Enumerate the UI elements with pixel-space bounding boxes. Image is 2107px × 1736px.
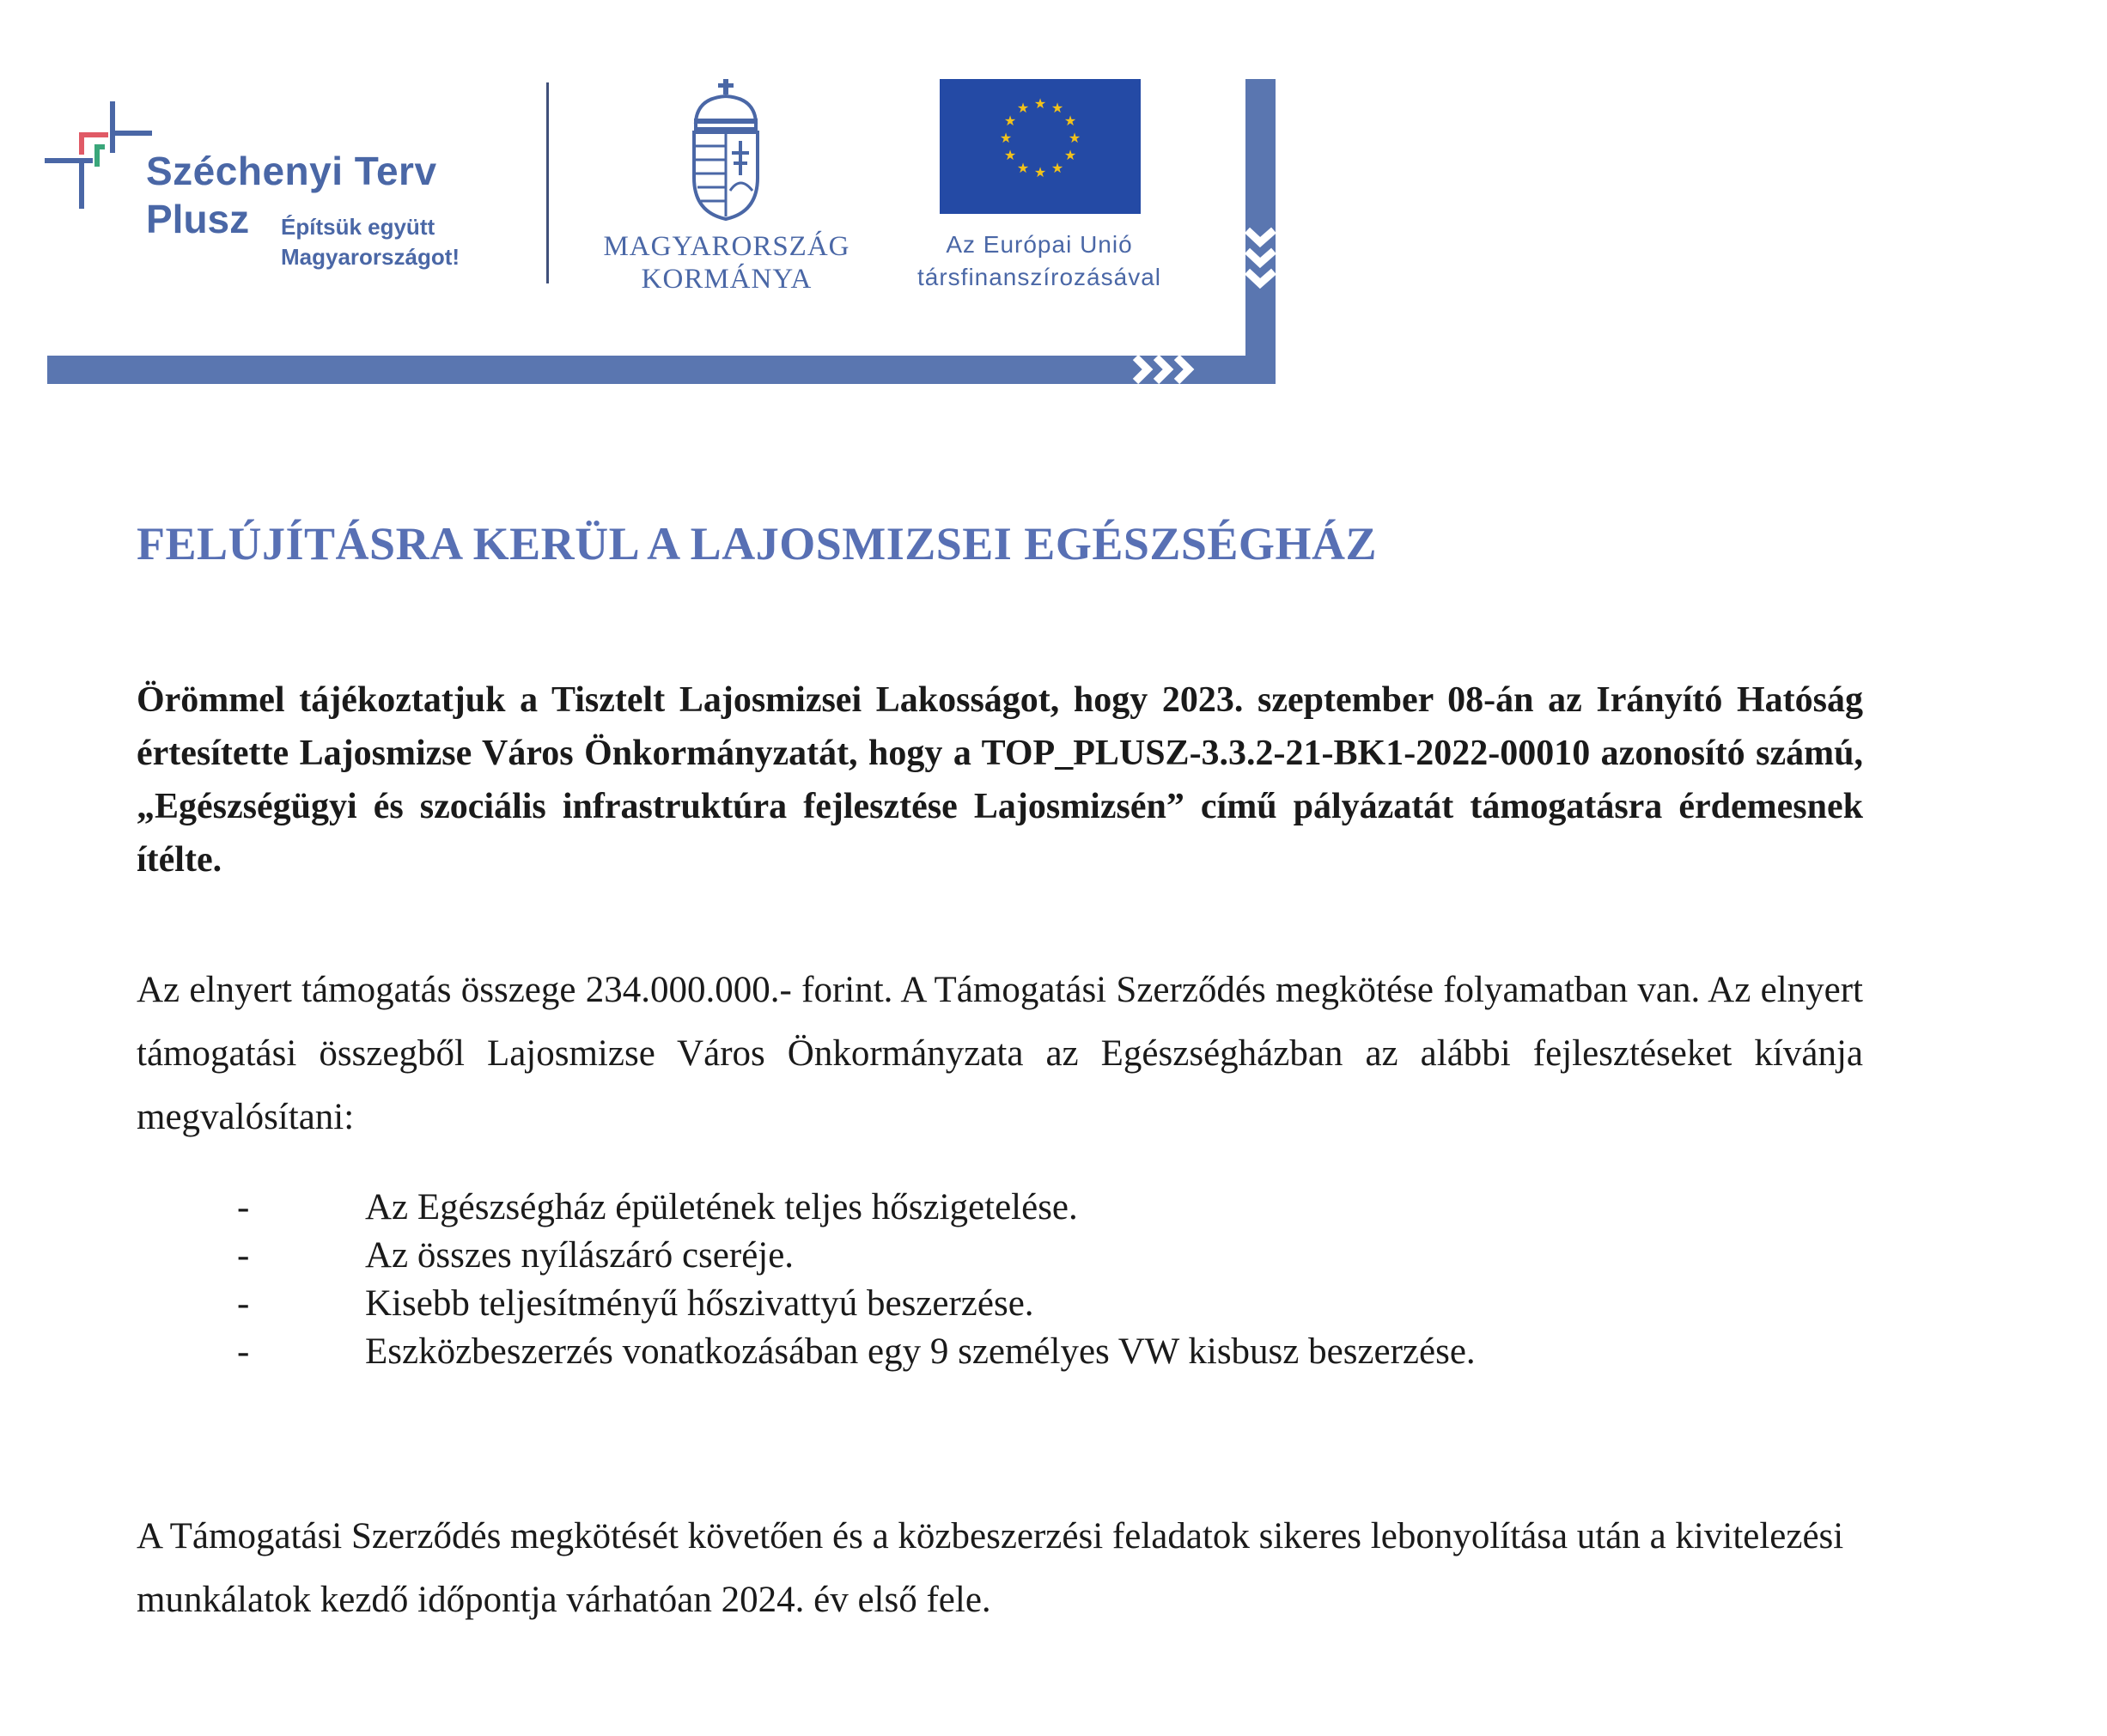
svg-text:★: ★ <box>1050 100 1064 116</box>
svg-text:★: ★ <box>1033 95 1047 112</box>
government-line-2: KORMÁNYA <box>641 264 813 295</box>
list-item-text: Az Egészségház épületének teljes hőszigetelése. <box>365 1187 1078 1227</box>
svg-text:★: ★ <box>1016 100 1030 116</box>
schedule-paragraph: A Támogatási Szerződés megkötését követően és a közbeszerzési feladatok sikeres lebonyolítása után a kivitelezési munkálatok kezdő időpontja várhatóan 2024. év első fele. <box>137 1516 1844 1620</box>
list-bullet: - <box>237 1187 250 1227</box>
list-item-text: Kisebb teljesítményű hőszivattyú beszerzése. <box>365 1283 1034 1324</box>
list-bullet: - <box>237 1331 250 1372</box>
list-item <box>0 1232 2107 1280</box>
svg-text:★: ★ <box>1016 160 1030 176</box>
header-frame-graphic <box>0 0 1288 395</box>
document-title: FELÚJÍTÁSRA KERÜL A LAJOSMIZSEI EGÉSZSÉGHÁZ <box>137 518 1377 570</box>
svg-text:★: ★ <box>1068 130 1081 146</box>
szechenyi-plusz-label: Plusz <box>146 197 250 241</box>
svg-text:★: ★ <box>1063 147 1077 163</box>
list-bullet: - <box>237 1235 250 1276</box>
intro-paragraph: Örömmel tájékoztatjuk a Tisztelt Lajosmizsei Lakosságot, hogy 2023. szeptember 08-án az Irányító Hatóság értesítette Lajosmizse Város Önkormányzatát, hogy a TOP_PLUSZ-3.3.2-21-BK1-2022-00010 azonosító számú, „Egészségügyi és szociális infrastruktúra fejlesztése Lajosmizsén” című pályázatát támogatásra érdemesnek ítélte. <box>137 680 1863 880</box>
svg-text:★: ★ <box>1063 113 1077 129</box>
svg-text:★: ★ <box>1003 113 1017 129</box>
logo-header <box>0 0 1288 395</box>
svg-text:★: ★ <box>1050 160 1064 176</box>
svg-text:★: ★ <box>999 130 1013 146</box>
list-item <box>0 1328 2107 1376</box>
tagline-line-2: Magyarországot! <box>281 244 460 270</box>
svg-text:★: ★ <box>1033 164 1047 180</box>
development-list <box>0 1184 2107 1376</box>
list-item-text: Az összes nyílászáró cseréje. <box>365 1235 795 1276</box>
list-bullet: - <box>237 1283 250 1324</box>
funding-paragraph: Az elnyert támogatás összege 234.000.000.- forint. A Támogatási Szerződés megkötése folyamatban van. Az elnyert támogatási összegből Lajosmizse Város Önkormányzata az Egészségházban az alábbi fejlesztéseket kívánja megvalósítani: <box>137 970 1863 1137</box>
szechenyi-terv-title: Széchenyi Terv <box>146 149 437 193</box>
eu-line-1: Az Európai Unió <box>946 231 1133 258</box>
svg-text:★: ★ <box>1003 147 1017 163</box>
list-item <box>0 1184 2107 1232</box>
list-item-text: Eszközbeszerzés vonatkozásában egy 9 személyes VW kisbusz beszerzése. <box>365 1331 1476 1372</box>
eu-line-2: társfinanszírozásával <box>916 264 1161 290</box>
tagline-line-1: Építsük együtt <box>281 214 435 240</box>
list-item <box>0 1280 2107 1328</box>
government-line-1: MAGYARORSZÁG <box>603 231 850 262</box>
